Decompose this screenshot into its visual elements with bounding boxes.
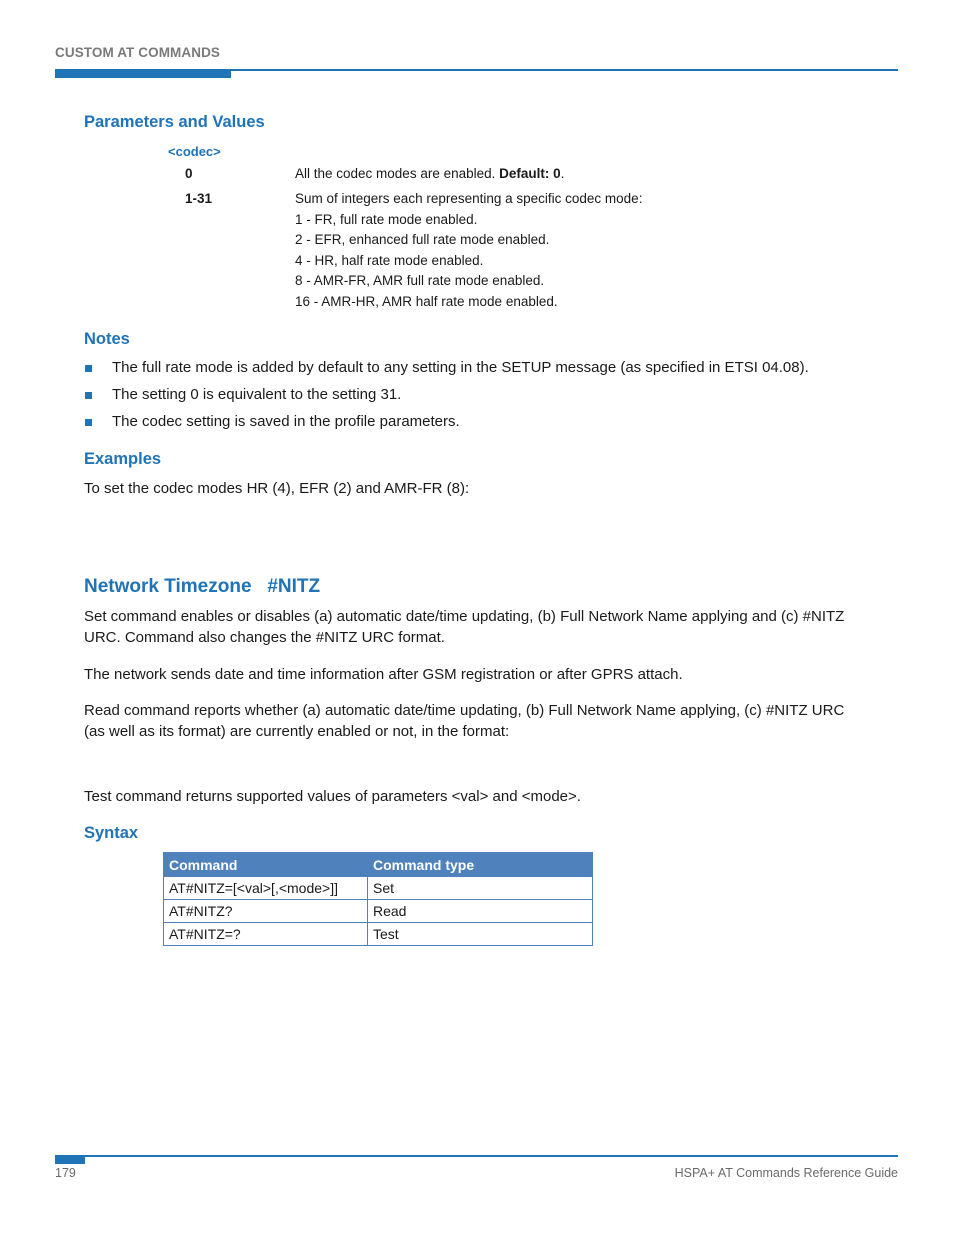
param-value-1-31: 1-31 bbox=[185, 191, 213, 206]
command-type-cell: Set bbox=[368, 877, 593, 900]
nitz-para-test: Test command returns supported values of parameters <val> and <mode>. bbox=[84, 788, 581, 805]
nitz-para-read: Read command reports whether (a) automatic date/time updating, (b) Full Network Name applying, (c) #NITZ URC (as well as its format) are currently enabled or not, in the format: bbox=[84, 702, 845, 740]
command-cell: AT#NITZ=? bbox=[164, 923, 368, 946]
command-type-cell: Test bbox=[368, 923, 593, 946]
column-header-command-type: Command type bbox=[368, 853, 593, 877]
param-value-0: 0 bbox=[185, 166, 193, 181]
nitz-para-network: The network sends date and time information after GSM registration or after GPRS attach. bbox=[84, 666, 683, 683]
nitz-para-set: Set command enables or disables (a) automatic date/time updating, (b) Full Network Name applying and (c) #NITZ URC. Command also changes the #NITZ URC format. bbox=[84, 608, 845, 646]
table-row bbox=[164, 900, 593, 923]
note-item: The codec setting is saved in the profile parameters. bbox=[112, 413, 460, 430]
header-rule-accent bbox=[55, 71, 231, 78]
table-row bbox=[164, 923, 593, 946]
command-type-cell: Read bbox=[368, 900, 593, 923]
param-desc-0: All the codec modes are enabled. Default: 0. bbox=[295, 166, 565, 181]
column-header-command: Command bbox=[164, 853, 368, 877]
footer-rule-accent bbox=[55, 1157, 85, 1164]
page-number: 179 bbox=[55, 1166, 76, 1180]
document-title: HSPA+ AT Commands Reference Guide bbox=[674, 1166, 898, 1180]
parameters-heading: Parameters and Values bbox=[84, 113, 265, 131]
examples-text: To set the codec modes HR (4), EFR (2) and AMR-FR (8): bbox=[84, 480, 470, 497]
footer-rule bbox=[55, 1155, 898, 1157]
table-header-row bbox=[164, 853, 593, 877]
param-desc-1-31: Sum of integers each representing a specific codec mode: 1 - FR, full rate mode enabled. 2 - EFR, enhanced full rate mode enabled. 4 - HR, half rate mode enabled. 8 - AMR-FR, AMR full rate mode enabled. 16 - AMR-HR, AMR half rate mode enabled. bbox=[295, 191, 643, 309]
note-item: The setting 0 is equivalent to the setting 31. bbox=[112, 386, 402, 403]
bullet-icon bbox=[85, 392, 92, 399]
note-item: The full rate mode is added by default to any setting in the SETUP message (as specified in ETSI 04.08). bbox=[112, 359, 809, 376]
param-name-codec: <codec> bbox=[168, 144, 221, 159]
bullet-icon bbox=[85, 365, 92, 372]
notes-heading: Notes bbox=[84, 330, 130, 348]
syntax-table bbox=[163, 852, 593, 946]
examples-heading: Examples bbox=[84, 450, 162, 468]
bullet-icon bbox=[85, 419, 92, 426]
command-cell: AT#NITZ? bbox=[164, 900, 368, 923]
syntax-heading: Syntax bbox=[84, 824, 139, 842]
command-cell: AT#NITZ=[<val>[,<mode>]] bbox=[164, 877, 368, 900]
table-row bbox=[164, 877, 593, 900]
running-header: CUSTOM AT COMMANDS bbox=[55, 45, 221, 60]
nitz-heading: Network Timezone #NITZ bbox=[84, 576, 321, 597]
